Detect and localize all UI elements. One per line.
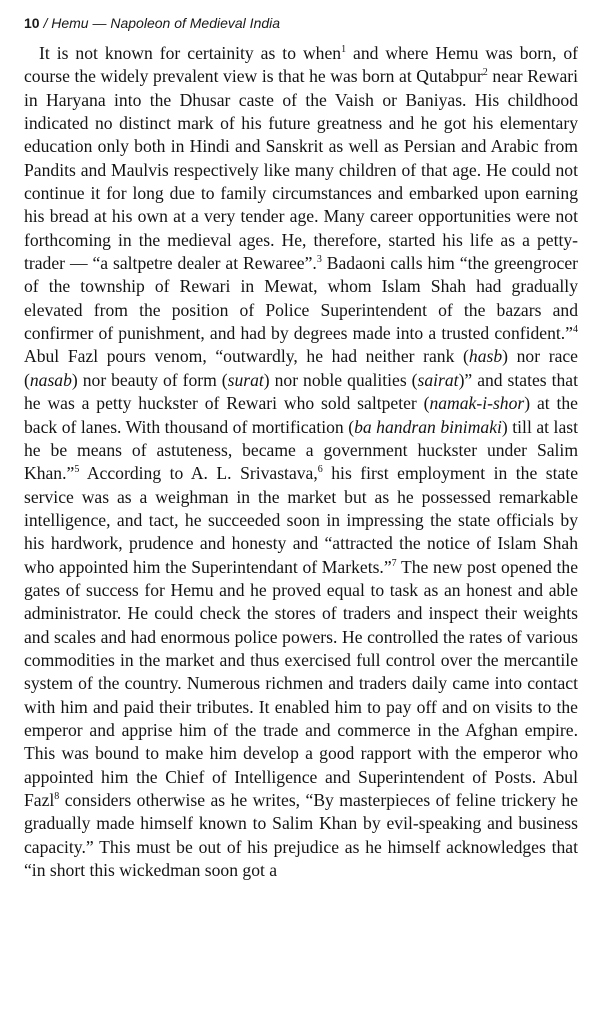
- italic-term-ba-handran-binimaki: ba handran binimaki: [354, 416, 502, 437]
- footnote-ref-2: 2: [482, 67, 488, 79]
- text-run: and where Hemu was born, of course the widely prevalent view is that he was born at Qutabpur: [24, 43, 578, 87]
- text-run: near Rewari in Haryana into the Dhusar caste of the Vaish or Baniyas. His childhood indicated no distinct mark of his future greatness and he got his elementary education only both in Hindi and Sanskrit as well as Persian and Arabic from Pandits and Maulvis respectively like many children of that age. He could not continue it for long due to family circumstances and embarked upon earning his bread at his own at a very tender age. Many career opportunities were not forthcoming in the medieval ages. He, therefore, started his life as a petty-trader — “a saltpetre dealer at Rewaree”.: [24, 66, 578, 274]
- footnote-ref-7: 7: [391, 557, 397, 569]
- italic-term-nasab: nasab: [29, 369, 72, 390]
- body-text: [24, 42, 578, 882]
- text-run: ) at the back of lanes. With thousand of mortification (: [24, 393, 578, 437]
- italic-term-surat: surat: [227, 369, 264, 390]
- running-header: [24, 14, 578, 32]
- header-separator: /: [39, 15, 52, 31]
- text-run: According to A. L. Srivastava,: [79, 463, 318, 484]
- italic-term-sairat: sairat: [417, 369, 459, 390]
- running-title: Hemu — Napoleon of Medieval India: [51, 15, 281, 31]
- footnote-ref-5: 5: [74, 464, 80, 476]
- paragraph: [24, 42, 578, 882]
- footnote-ref-4: 4: [573, 324, 578, 336]
- text-run: It is not known for certainity as to when: [39, 43, 342, 63]
- footnote-ref-8: 8: [54, 791, 60, 803]
- footnote-ref-6: 6: [317, 464, 323, 476]
- text-run: his first employment in the state service was as a weighman in the market but as he possessed remarkable intelligence, and tact, he succeeded soon in impressing the state officials by his hardwork, prudence and honesty and “attracted the notice of Islam Shah who appointed him the Superintendant of Markets.”: [24, 463, 578, 577]
- text-run: Abul Fazl pours venom, “outwardly, he had neither rank (: [24, 346, 469, 367]
- italic-term-namak-i-shor: namak-i-shor: [429, 393, 525, 414]
- page-number: 10: [24, 15, 40, 31]
- text-run: ) nor noble qualities (: [263, 369, 418, 390]
- text-run: ) nor beauty of form (: [71, 369, 228, 390]
- text-run: ) till at last he be means of astuteness, became a government huckster under Salim Khan.”: [24, 416, 578, 484]
- italic-term-hasb: hasb: [468, 346, 503, 367]
- text-run: considers otherwise as he writes, “By masterpieces of feline trickery he gradually made himself known to Salim Khan by evil-speaking and business capacity.” This must be out of his prejudice as he himself acknowledges that “in short this wickedman soon got a: [24, 790, 578, 881]
- footnote-ref-1: 1: [341, 44, 347, 56]
- text-run: Badaoni calls him “the greengrocer of the township of Rewari in Mewat, whom Islam Shah had gradually elevated from the position of Police Superintendent of the bazars and confirmer of punishment, and had by degrees made into a trusted confident.”: [24, 253, 578, 344]
- text-run: The new post opened the gates of success for Hemu and he proved equal to task as an honest and able administrator. He could check the stores of traders and inspect their weights and scales and had enormous police powers. He controlled the rates of various commodities in the market and thus exercised full control over the mercantile system of the country. Numerous richmen and traders daily came into contact with him and paid their tributes. It enabled him to pay off and on visits to the emperor and apprise him of the trade and commerce in the Afghan empire. This was bound to make him develop a good rapport with the emperor who appointed him the Chief of Intelligence and Superintendent of Posts. Abul Fazl: [24, 556, 578, 810]
- text-run: ) nor race (: [24, 346, 578, 390]
- footnote-ref-3: 3: [316, 254, 322, 266]
- text-run: )” and states that he was a petty huckster of Rewari who sold saltpeter (: [24, 369, 578, 414]
